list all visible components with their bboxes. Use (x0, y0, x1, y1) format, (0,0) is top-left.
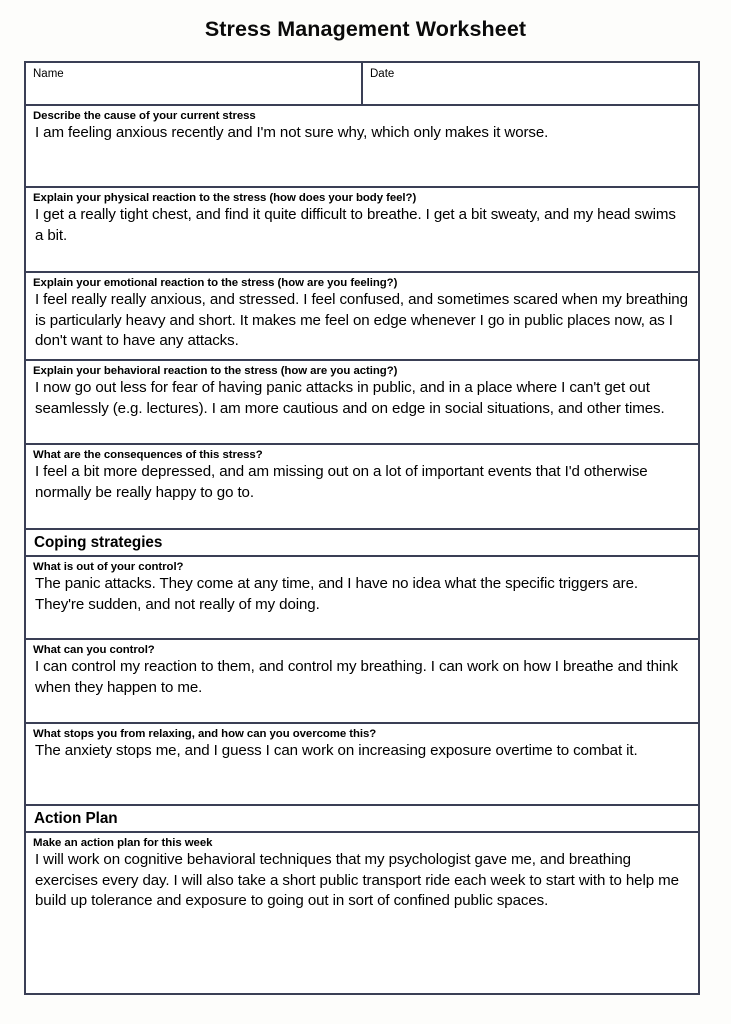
section-out-of-control[interactable] (26, 557, 698, 640)
section-emotional-reaction[interactable] (26, 273, 698, 361)
question-label-describe-cause: Describe the cause of your current stress (33, 110, 256, 122)
answer-text-consequences: I feel a bit more depressed, and am missing out on a lot of important events that I'd otherwise normally be really happy to go to. (35, 463, 648, 501)
identity-row (26, 63, 698, 106)
answer-text-weekly-action-plan: I will work on cognitive behavioral techniques that my psychologist gave me, and breathing exercises every day. I will also take a short public transport ride each week to start with to help me build up tolerance and exposure to going out in sort of confined public spaces. (35, 851, 679, 910)
section-physical-reaction[interactable] (26, 188, 698, 273)
question-label-can-control: What can you control? (33, 644, 155, 656)
name-label: Name (33, 68, 64, 80)
question-label-emotional-reaction: Explain your emotional reaction to the stress (how are you feeling?) (33, 277, 398, 289)
action-plan-heading: Action Plan (34, 810, 118, 827)
section-can-control[interactable] (26, 640, 698, 724)
answer-text-behavioral-reaction: I now go out less for fear of having panic attacks in public, and in a place where I can't get out seamlessly (e.g. lectures). I am more cautious and on edge in social situations, and other times. (35, 379, 665, 417)
coping-strategies-heading: Coping strategies (34, 534, 163, 551)
page-title: Stress Management Worksheet (204, 17, 527, 41)
answer-text-describe-cause: I am feeling anxious recently and I'm not sure why, which only makes it worse. (35, 124, 549, 142)
date-label: Date (370, 68, 395, 80)
question-label-behavioral-reaction: Explain your behavioral reaction to the stress (how are you acting?) (33, 365, 398, 377)
question-label-consequences: What are the consequences of this stress? (33, 449, 263, 461)
section-header-action-plan (26, 806, 698, 833)
name-field-cell[interactable] (26, 63, 363, 104)
section-consequences[interactable] (26, 445, 698, 530)
section-stops-relaxing[interactable] (26, 724, 698, 806)
answer-text-out-of-control: The panic attacks. They come at any time, and I have no idea what the specific triggers are. They're sudden, and not really of my doing. (35, 575, 638, 613)
section-behavioral-reaction[interactable] (26, 361, 698, 445)
section-header-coping-strategies (26, 530, 698, 557)
answer-text-physical-reaction: I get a really tight chest, and find it quite difficult to breathe. I get a bit sweaty, and my head swims a bit. (35, 206, 676, 244)
question-label-physical-reaction: Explain your physical reaction to the stress (how does your body feel?) (33, 192, 417, 204)
date-field-cell[interactable] (363, 63, 698, 104)
section-describe-cause[interactable] (26, 106, 698, 188)
question-label-out-of-control: What is out of your control? (33, 561, 184, 573)
answer-text-can-control: I can control my reaction to them, and control my breathing. I can work on how I breathe and think when they happen to me. (35, 658, 678, 696)
answer-text-stops-relaxing: The anxiety stops me, and I guess I can work on increasing exposure overtime to combat it. (35, 742, 638, 760)
section-weekly-action-plan[interactable] (26, 833, 698, 993)
question-label-weekly-action-plan: Make an action plan for this week (33, 837, 213, 849)
answer-text-emotional-reaction: I feel really really anxious, and stressed. I feel confused, and sometimes scared when my breathing is particularly heavy and short. It makes me feel on edge whenever I go in public places now, as I don't want to have any attacks. (35, 291, 688, 350)
worksheet-table (24, 61, 700, 995)
question-label-stops-relaxing: What stops you from relaxing, and how can you overcome this? (33, 728, 377, 740)
